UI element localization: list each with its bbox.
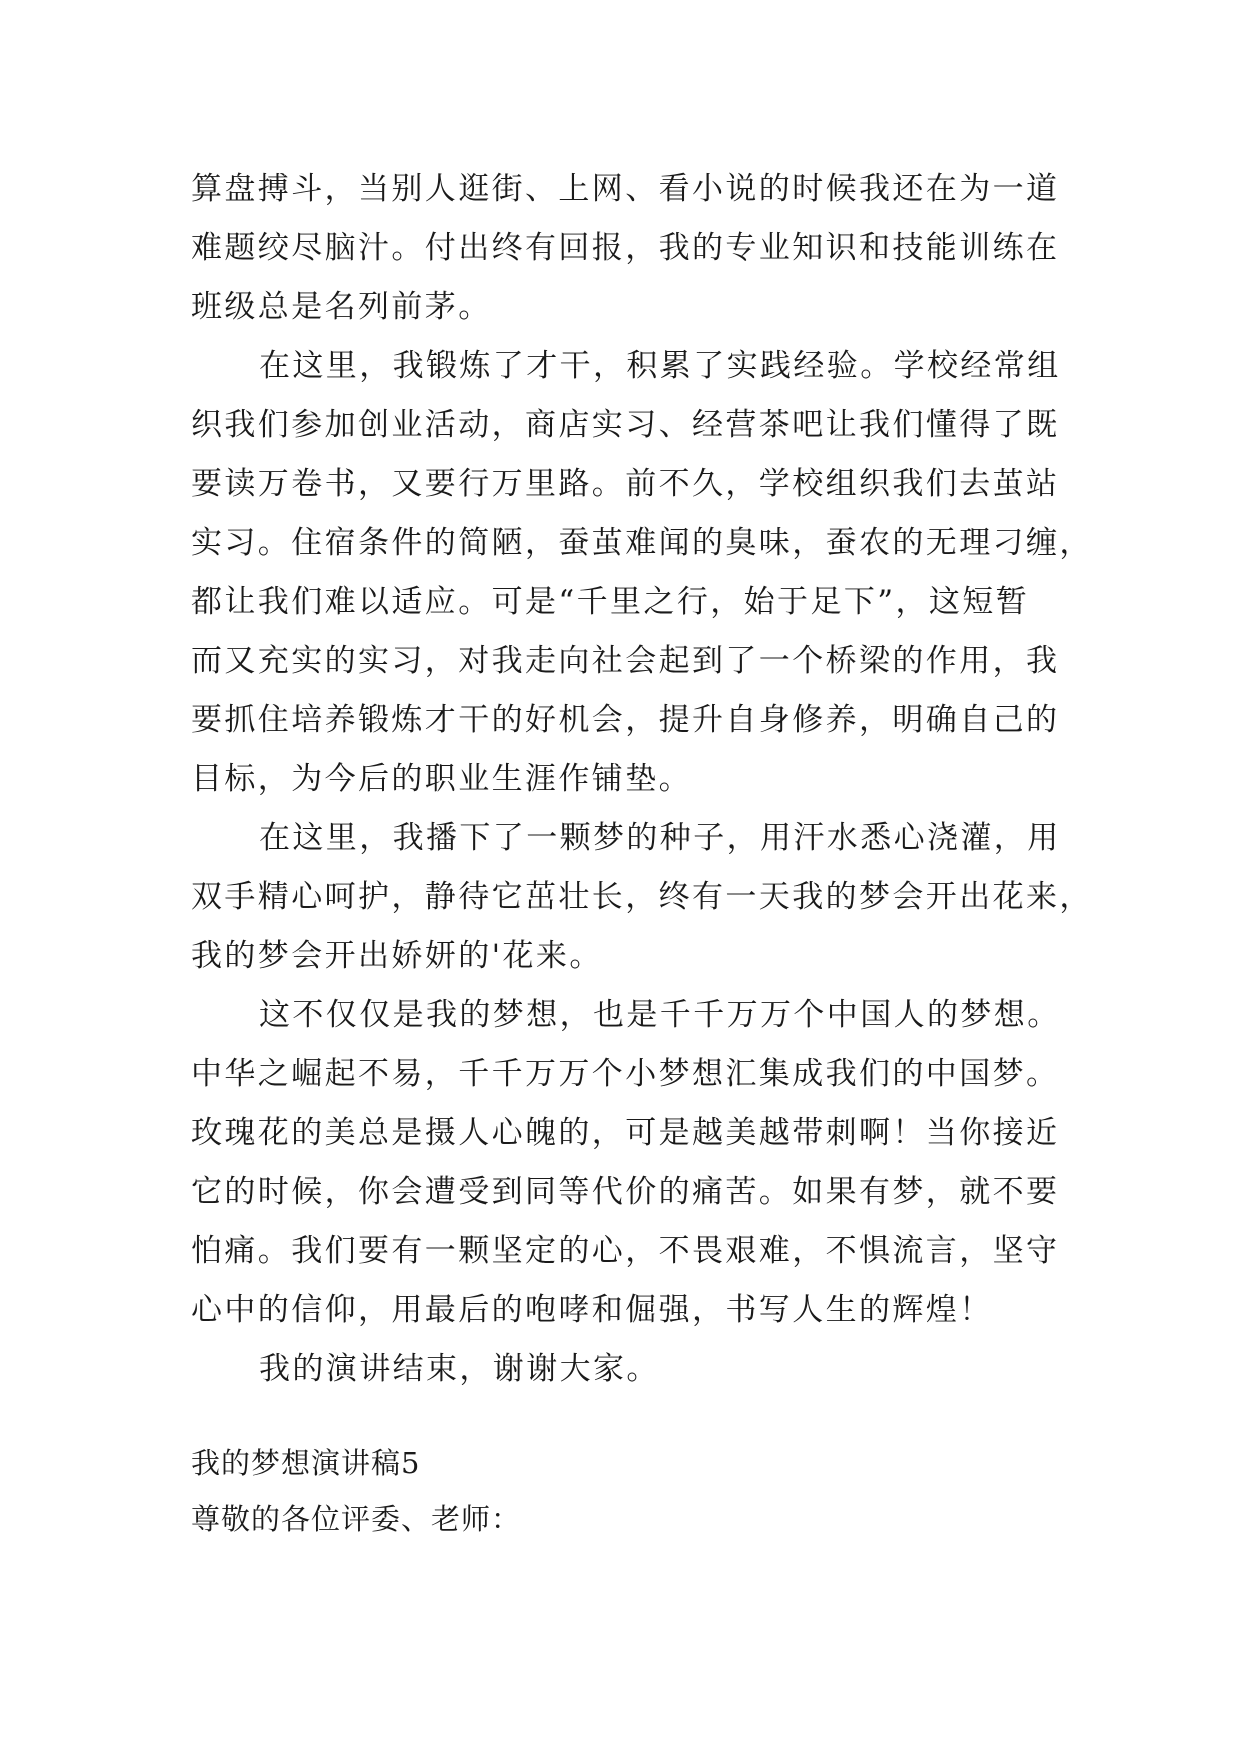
text-line: 要抓住培养锻炼才干的好机会，提升自身修养，明确自己的 <box>191 702 1060 738</box>
text-line: 都让我们难以适应。可是“千里之行，始于足下”，这短暂 <box>191 584 1030 620</box>
text-line: 织我们参加创业活动，商店实习、经营茶吧让我们懂得了既 <box>191 407 1060 443</box>
text-line: 它的时候，你会遭受到同等代价的痛苦。如果有梦，就不要 <box>191 1174 1060 1210</box>
text-line: 在这里，我锻炼了才干，积累了实践经验。学校经常组 <box>259 348 1061 384</box>
text-line: 班级总是名列前茅。 <box>191 289 492 325</box>
text-line: 实习。住宿条件的简陋，蚕茧难闻的臭味，蚕农的无理刁缠， <box>191 525 1093 561</box>
text-line: 难题绞尽脑汁。付出终有回报，我的专业知识和技能训练在 <box>191 230 1060 266</box>
text-line: 双手精心呵护，静待它茁壮长，终有一天我的梦会开出花来， <box>191 879 1093 915</box>
text-line: 目标，为今后的职业生涯作铺垫。 <box>191 761 692 797</box>
text-line: 这不仅仅是我的梦想，也是千千万万个中国人的梦想。 <box>259 997 1061 1033</box>
text-line: 我的梦会开出娇妍的'花来。 <box>191 938 603 974</box>
text-line: 在这里，我播下了一颗梦的种子，用汗水悉心浇灌，用 <box>259 820 1061 856</box>
text-line: 要读万卷书，又要行万里路。前不久，学校组织我们去茧站 <box>191 466 1060 502</box>
text-line: 我的演讲结束，谢谢大家。 <box>259 1351 660 1387</box>
text-line: 而又充实的实习，对我走向社会起到了一个桥梁的作用，我 <box>191 643 1060 679</box>
body-text <box>191 160 1093 1399</box>
greeting-line: 尊敬的各位评委、老师： <box>191 1502 522 1536</box>
text-line: 中华之崛起不易，千千万万个小梦想汇集成我们的中国梦。 <box>191 1056 1060 1092</box>
section-title: 我的梦想演讲稿5 <box>191 1446 421 1480</box>
text-line: 算盘搏斗，当别人逛街、上网、看小说的时候我还在为一道 <box>191 171 1060 207</box>
text-line: 玫瑰花的美总是摄人心魄的，可是越美越带刺啊！当你接近 <box>191 1115 1060 1151</box>
text-line: 心中的信仰，用最后的咆哮和倔强，书写人生的辉煌！ <box>191 1292 993 1328</box>
text-line: 怕痛。我们要有一颗坚定的心，不畏艰难，不惧流言，坚守 <box>191 1233 1060 1269</box>
